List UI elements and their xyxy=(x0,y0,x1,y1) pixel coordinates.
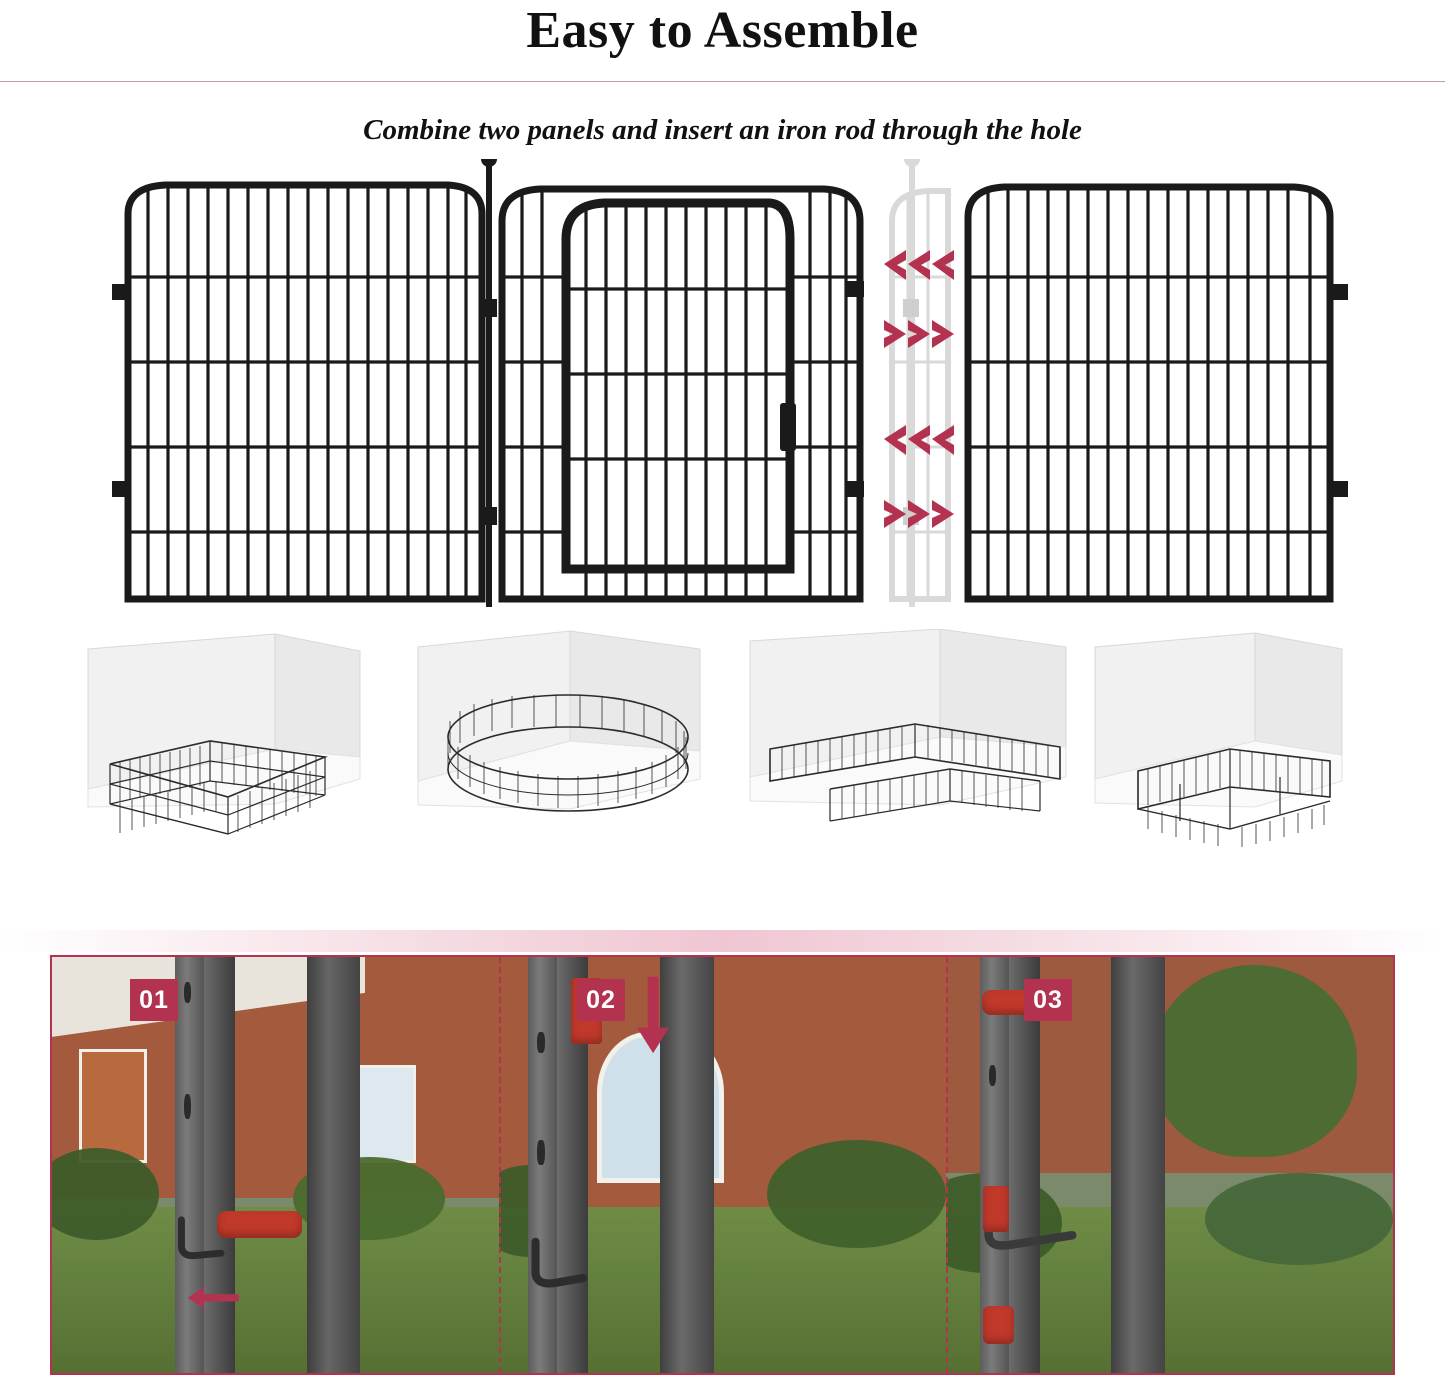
title-divider xyxy=(0,81,1445,82)
panel-assembly-diagram xyxy=(0,159,1445,629)
latch-hook-2 xyxy=(528,1215,591,1315)
left-panel xyxy=(112,185,482,599)
latch-slot-top-3 xyxy=(989,1065,996,1086)
page-title: Easy to Assemble xyxy=(526,2,919,59)
right-panel xyxy=(968,187,1348,599)
center-gate-panel xyxy=(502,189,864,599)
config-square-against-wall xyxy=(60,629,410,869)
bush-4 xyxy=(767,1140,946,1248)
iron-rod-red-inserted xyxy=(983,1186,1010,1232)
iron-rod-red-bottom xyxy=(983,1306,1014,1343)
latch-slot-mid-2 xyxy=(537,1140,544,1165)
insert-direction-arrow xyxy=(186,1277,240,1319)
iron-rod-right-ghost xyxy=(903,159,920,607)
fence-post-right xyxy=(307,957,361,1373)
bush-6 xyxy=(1205,1173,1393,1265)
house-window xyxy=(79,1049,148,1163)
configuration-row xyxy=(0,629,1445,869)
latch-slot-top xyxy=(184,982,191,1003)
iron-rod-red xyxy=(217,1211,302,1238)
latch-slot-top-2 xyxy=(537,1032,544,1053)
panel-assembly-svg xyxy=(0,159,1445,629)
tree xyxy=(1152,965,1358,1156)
assembly-steps-photo-strip xyxy=(50,955,1395,1375)
page-subtitle: Combine two panels and insert an iron rod through the hole xyxy=(363,113,1082,146)
config-double-pen-corner xyxy=(1080,629,1430,869)
config-octagon xyxy=(400,629,750,869)
ghost-panel xyxy=(892,191,948,599)
step-badge-01: 01 xyxy=(130,979,178,1021)
fence-post-right-3 xyxy=(1111,957,1165,1373)
slide-down-arrow xyxy=(633,974,673,1057)
step-02-photo xyxy=(499,957,946,1373)
gate-latch-icon xyxy=(780,403,796,451)
photo-strip-divider xyxy=(0,930,1445,952)
step-divider-1 xyxy=(499,957,501,1373)
latch-hook xyxy=(175,1194,229,1286)
step-divider-2 xyxy=(946,957,948,1373)
step-badge-03: 03 xyxy=(1024,979,1072,1021)
step-01-photo xyxy=(52,957,499,1373)
step-03-photo xyxy=(946,957,1393,1373)
config-wide-rectangle-against-wall xyxy=(740,629,1090,869)
step-badge-02: 02 xyxy=(577,979,625,1021)
